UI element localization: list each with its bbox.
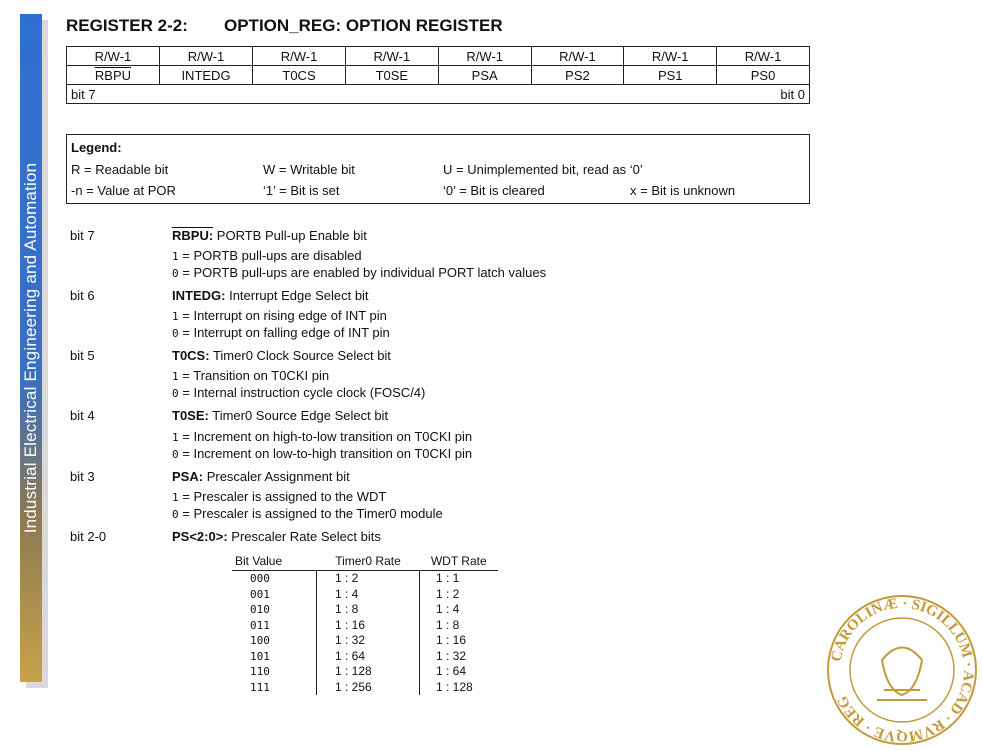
wdt-rate-cell: 1 : 16: [420, 633, 499, 649]
wdt-rate-cell: 1 : 4: [420, 602, 499, 618]
digit-one: 1: [172, 491, 179, 504]
bit-value-cell: 100: [250, 634, 270, 647]
access-cell: R/W-1: [253, 47, 346, 66]
legend-unknown: x = Bit is unknown: [630, 183, 736, 198]
register-number: REGISTER 2-2:: [66, 16, 188, 35]
legend-por: -n = Value at POR: [71, 183, 176, 198]
bit-high-label: bit 7: [67, 85, 439, 104]
bit-one-line: [172, 368, 329, 383]
legend-readable: R = Readable bit: [71, 162, 169, 177]
bit-label: bit 2-0: [70, 529, 107, 544]
legend-unimplemented: U = Unimplemented bit, read as ‘0’: [443, 162, 643, 177]
bit-heading: [172, 288, 369, 303]
bit-title: Prescaler Rate Select bits: [231, 529, 381, 544]
header-timer0-rate: Timer0 Rate: [317, 552, 420, 571]
bit-one-text: = Prescaler is assigned to the WDT: [182, 489, 387, 504]
bit-label: bit 5: [70, 348, 95, 363]
bit-name: PS<2:0>:: [172, 529, 228, 544]
bitname-rbpu: RBPU: [94, 67, 132, 83]
bit-heading: [172, 228, 367, 243]
bitname-cell: INTEDG: [159, 66, 252, 85]
bit-name: INTEDG:: [172, 288, 226, 303]
bit-label: bit 7: [70, 228, 95, 243]
timer0-rate-cell: 1 : 4: [317, 587, 420, 603]
bit-heading: [172, 348, 391, 363]
prescaler-row: [232, 618, 498, 634]
bit-name: T0CS:: [172, 348, 210, 363]
access-cell: R/W-1: [624, 47, 717, 66]
bitname-cell: PSA: [438, 66, 531, 85]
bitname-cell: [67, 66, 160, 85]
wdt-rate-cell: 1 : 128: [420, 680, 499, 696]
university-seal-icon: [822, 590, 982, 750]
timer0-rate-cell: 1 : 8: [317, 602, 420, 618]
digit-zero: 0: [172, 327, 179, 340]
bit-zero-text: = Increment on low-to-high transition on T0CKI pin: [182, 446, 473, 461]
digit-zero: 0: [172, 508, 179, 521]
prescaler-row: [232, 664, 498, 680]
prescaler-table: [232, 552, 498, 695]
bit-zero-line: [172, 265, 546, 280]
access-cell: R/W-1: [67, 47, 160, 66]
bit-zero-line: [172, 325, 390, 340]
digit-one: 1: [172, 310, 179, 323]
timer0-rate-cell: 1 : 256: [317, 680, 420, 696]
digit-zero: 0: [172, 267, 179, 280]
prescaler-row: [232, 649, 498, 665]
legend-box: [66, 134, 810, 204]
access-cell: R/W-1: [717, 47, 810, 66]
prescaler-row: [232, 633, 498, 649]
bit-label: bit 3: [70, 469, 95, 484]
prescaler-row: [232, 602, 498, 618]
bit-value-cell: 011: [250, 618, 270, 632]
access-cell: R/W-1: [531, 47, 624, 66]
bitname-row: [67, 66, 810, 85]
register-name: OPTION_REG: OPTION REGISTER: [224, 16, 503, 35]
bit-zero-line: [172, 506, 443, 521]
legend-set: ‘1’ = Bit is set: [263, 183, 340, 198]
bit-value-cell: 000: [250, 572, 270, 585]
register-bit-table: [66, 46, 810, 104]
wdt-rate-cell: 1 : 2: [420, 587, 499, 603]
digit-zero: 0: [172, 387, 179, 400]
bit-one-text: = Increment on high-to-low transition on T0CKI pin: [182, 429, 473, 444]
bit-title: Interrupt Edge Select bit: [229, 288, 369, 303]
timer0-rate-cell: 1 : 16: [317, 618, 420, 634]
bit-one-line: [172, 489, 386, 504]
bit-title: Timer0 Source Edge Select bit: [212, 408, 389, 423]
bitnumber-row: [67, 85, 810, 104]
timer0-rate-cell: 1 : 128: [317, 664, 420, 680]
header-wdt-rate: WDT Rate: [420, 552, 499, 571]
access-cell: R/W-1: [345, 47, 438, 66]
bit-heading: [172, 469, 350, 484]
bit-zero-text: = Internal instruction cycle clock (FOSC/4): [182, 385, 426, 400]
bitname-cell: PS2: [531, 66, 624, 85]
bit-title: Prescaler Assignment bit: [206, 469, 350, 484]
bit-one-line: [172, 308, 387, 323]
legend-heading: Legend:: [71, 140, 122, 155]
wdt-rate-cell: 1 : 32: [420, 649, 499, 665]
legend-writable: W = Writable bit: [263, 162, 355, 177]
bit-title: PORTB Pull-up Enable bit: [216, 228, 367, 243]
bit-name: T0SE:: [172, 408, 209, 423]
bit-name: PSA:: [172, 469, 204, 484]
digit-one: 1: [172, 431, 179, 444]
bit-value-cell: 010: [250, 603, 270, 616]
bitname-cell: PS0: [717, 66, 810, 85]
timer0-rate-cell: 1 : 64: [317, 649, 420, 665]
bit-one-text: = PORTB pull-ups are disabled: [182, 248, 362, 263]
prescaler-body: [232, 571, 498, 696]
bit-zero-text: = Interrupt on falling edge of INT pin: [182, 325, 390, 340]
digit-one: 1: [172, 250, 179, 263]
bit-heading: [172, 408, 388, 423]
wdt-rate-cell: 1 : 64: [420, 664, 499, 680]
bit-value-cell: 111: [250, 680, 270, 694]
banner-label: Industrial Electrical Engineering and Automation: [21, 162, 40, 534]
bit-one-text: = Interrupt on rising edge of INT pin: [182, 308, 387, 323]
bit-value-cell: 001: [250, 587, 270, 601]
bitname-cell: T0CS: [253, 66, 346, 85]
bit-one-line: [172, 429, 472, 444]
bit-one-line: [172, 248, 362, 263]
side-banner-text: [20, 14, 42, 682]
prescaler-row: [232, 587, 498, 603]
register-title: [66, 16, 503, 36]
access-row: [67, 47, 810, 66]
bit-label: bit 6: [70, 288, 95, 303]
bitname-cell: PS1: [624, 66, 717, 85]
bit-zero-text: = PORTB pull-ups are enabled by individual PORT latch values: [182, 265, 547, 280]
bit-zero-line: [172, 446, 472, 461]
prescaler-header-row: [232, 552, 498, 571]
bit-zero-text: = Prescaler is assigned to the Timer0 module: [182, 506, 443, 521]
prescaler-row: [232, 680, 498, 696]
header-bit-value: Bit Value: [232, 552, 317, 571]
timer0-rate-cell: 1 : 2: [317, 571, 420, 587]
bit-name: RBPU:: [172, 228, 214, 243]
bit-zero-line: [172, 385, 425, 400]
bit-low-label: bit 0: [438, 85, 809, 104]
access-cell: R/W-1: [438, 47, 531, 66]
bit-heading: [172, 529, 381, 544]
seal-text: CAROLINÆ · SIGILLUM · ACAD · RVMQVE · REG: [828, 595, 977, 745]
legend-cleared: ‘0’ = Bit is cleared: [443, 183, 545, 198]
bitname-cell: T0SE: [345, 66, 438, 85]
timer0-rate-cell: 1 : 32: [317, 633, 420, 649]
bit-label: bit 4: [70, 408, 95, 423]
bit-one-text: = Transition on T0CKI pin: [182, 368, 330, 383]
wdt-rate-cell: 1 : 1: [420, 571, 499, 587]
wdt-rate-cell: 1 : 8: [420, 618, 499, 634]
prescaler-row: [232, 571, 498, 587]
digit-zero: 0: [172, 448, 179, 461]
digit-one: 1: [172, 370, 179, 383]
access-cell: R/W-1: [159, 47, 252, 66]
bit-title: Timer0 Clock Source Select bit: [212, 348, 391, 363]
bit-value-cell: 110: [250, 665, 270, 678]
bit-value-cell: 101: [250, 649, 270, 663]
